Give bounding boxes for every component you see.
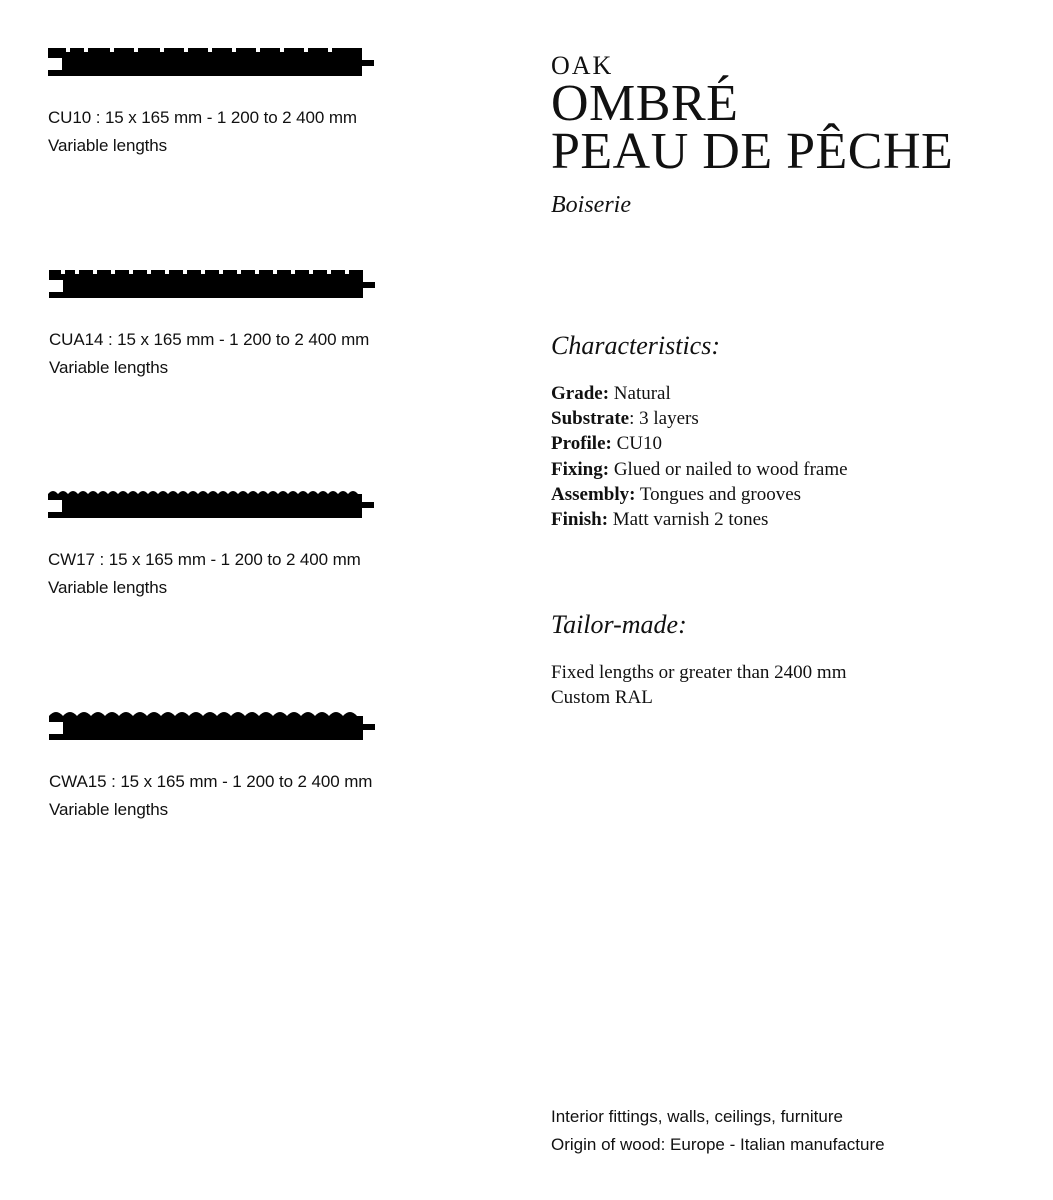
characteristic-assembly: Assembly: Tongues and grooves: [551, 483, 802, 505]
characteristic-fixing: Fixing: Glued or nailed to wood frame: [551, 458, 848, 480]
characteristic-grade: Grade: Natural: [551, 383, 671, 404]
product-category: Boiserie: [551, 192, 631, 218]
profile-cu10: [48, 44, 468, 160]
profile-cw17-drawing: [48, 486, 378, 522]
footer-origin: Origin of wood: Europe - Italian manufacture: [551, 1135, 885, 1154]
tailor-made-heading: Tailor-made:: [551, 610, 687, 639]
footer-usage: Interior fittings, walls, ceilings, furniture: [551, 1107, 843, 1126]
profile-cua14: [49, 266, 469, 382]
characteristics-list: [551, 381, 848, 532]
product-title-line2: PEAU DE PÊCHE: [551, 123, 954, 180]
profile-cua14-drawing: [49, 266, 379, 302]
profile-cu10-note: Variable lengths: [48, 136, 168, 155]
tailor-made-item: Custom RAL: [551, 687, 653, 709]
profile-cw17-dims: CW17 : 15 x 165 mm - 1 200 to 2 400 mm: [48, 550, 361, 569]
profile-cu10-dims: CU10 : 15 x 165 mm - 1 200 to 2 400 mm: [48, 108, 357, 127]
characteristics-heading: Characteristics:: [551, 331, 720, 360]
profile-cua14-dims: CUA14 : 15 x 165 mm - 1 200 to 2 400 mm: [49, 330, 370, 349]
characteristic-finish: Finish: Matt varnish 2 tones: [551, 509, 769, 531]
tailor-made-item: Fixed lengths or greater than 2400 mm: [551, 662, 847, 683]
product-title-line1: OMBRÉ: [551, 75, 739, 132]
profile-cua14-note: Variable lengths: [49, 358, 169, 377]
characteristic-profile: Profile: CU10: [551, 433, 662, 455]
profile-cw17: [48, 486, 468, 602]
profile-cwa15: [49, 708, 469, 824]
profile-cwa15-drawing: [49, 708, 379, 744]
footer: [551, 1103, 885, 1159]
profile-cwa15-note: Variable lengths: [49, 800, 169, 819]
product-species: OAK: [551, 51, 614, 80]
profile-cw17-note: Variable lengths: [48, 578, 168, 597]
characteristic-substrate: Substrate: 3 layers: [551, 408, 699, 430]
tailor-made-list: [551, 660, 847, 710]
product-title: [551, 75, 954, 180]
profile-cu10-drawing: [48, 44, 378, 80]
profile-cwa15-dims: CWA15 : 15 x 165 mm - 1 200 to 2 400 mm: [49, 772, 373, 791]
